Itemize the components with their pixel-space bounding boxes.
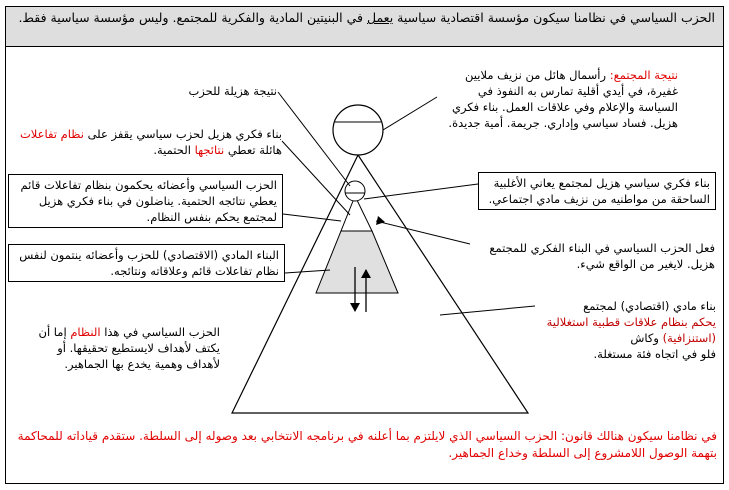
- society-material-note: [538, 298, 716, 362]
- footer-law-note: في نظامنا سيكون هنالك قانون: الحزب السياسي الذي لايلتزم بما أعلنه في برنامجه الانتخابي بعد وصوله إلى السلطة. ستقدم قياداته للمحاكمة بتهمة الوصول اللامشروع إلى السلطة وخداع الجماهير.: [17, 429, 717, 460]
- society-material-line2: وكاش: [630, 331, 663, 345]
- society-result-note: [438, 67, 678, 131]
- party-intellect-note: [12, 126, 282, 158]
- party-action-note: فعل الحزب السياسي في البناء الفكري للمجتمع هزيل. لايغير من الواقع شيء.: [489, 241, 715, 271]
- header-text-part1: الحزب السياسي في نظامنا سيكون مؤسسة اقتصادية سياسية: [393, 10, 715, 25]
- party-options-text1: الحزب السياسي في هذا: [100, 325, 220, 339]
- party-intellect-red1: نظام تفاعلات: [19, 127, 84, 141]
- party-options-note: [30, 324, 220, 372]
- society-intellect-note: بناء فكري سياسي هزيل لمجتمع يعاني الأغلبية الساحقة من مواطنيه من نزيف مادي اجتماعي.: [478, 172, 716, 210]
- party-material-note: البناء المادي (الاقتصادي) للحزب وأعضائه ينتمون لنفس نظام تفاعلات قائم وعلاقاته ونتائجه.: [8, 244, 285, 282]
- party-result-note: نتيجة هزيلة للحزب: [188, 84, 277, 98]
- party-intellect-text2: هائلة تعطي: [224, 143, 282, 157]
- party-options-red: النظام: [70, 325, 101, 339]
- header-text-part2: في البنيتين المادية والفكرية للمجتمع. وليس مؤسسة سياسية فقط.: [18, 10, 367, 25]
- connector-party-intellect: [282, 141, 350, 215]
- party-intellect-text3: الحتمية.: [153, 143, 195, 157]
- society-material-line1: بناء مادي (اقتصادي) لمجتمع: [583, 299, 716, 313]
- society-material-red: يحكم بنظام علاقات قطبية استغلالية (استنزافية): [546, 315, 716, 345]
- party-intellect-text1: بناء فكري هزيل لحزب سياسي يقفز على: [83, 127, 282, 141]
- party-intellect-red2: نتائجها: [194, 143, 225, 157]
- society-result-circle: [333, 105, 383, 155]
- society-result-label: نتيجة المجتمع:: [609, 68, 678, 82]
- party-options-text2: إما أن يكتف لأهداف لايستطيع تحقيقها. أو لأهداف وهمية يخدع بها الجماهير.: [38, 325, 220, 371]
- society-material-line3: فلو في اتجاه فئة مستغلة.: [593, 347, 716, 361]
- connector-society-result: [383, 97, 437, 130]
- party-members-note: الحزب السياسي وأعضائه يحكمون بنظام تفاعلات قائم يعطي نتائجه الحتمية. يناضلون في بناء فكري هزيل لمجتمع يحكم بنفس النظام.: [8, 174, 283, 228]
- society-result-text: رأسمال هائل من نزيف ملايين غفيرة، في أيدي أقلية تمارس به النفوذ في السياسة والإعلام وفي علاقات العمل. بناء فكري هزيل. فساد سياسي وإداري. جريمة. أمية جديدة.: [448, 68, 678, 130]
- header-underlined-word: يعمل: [366, 10, 394, 25]
